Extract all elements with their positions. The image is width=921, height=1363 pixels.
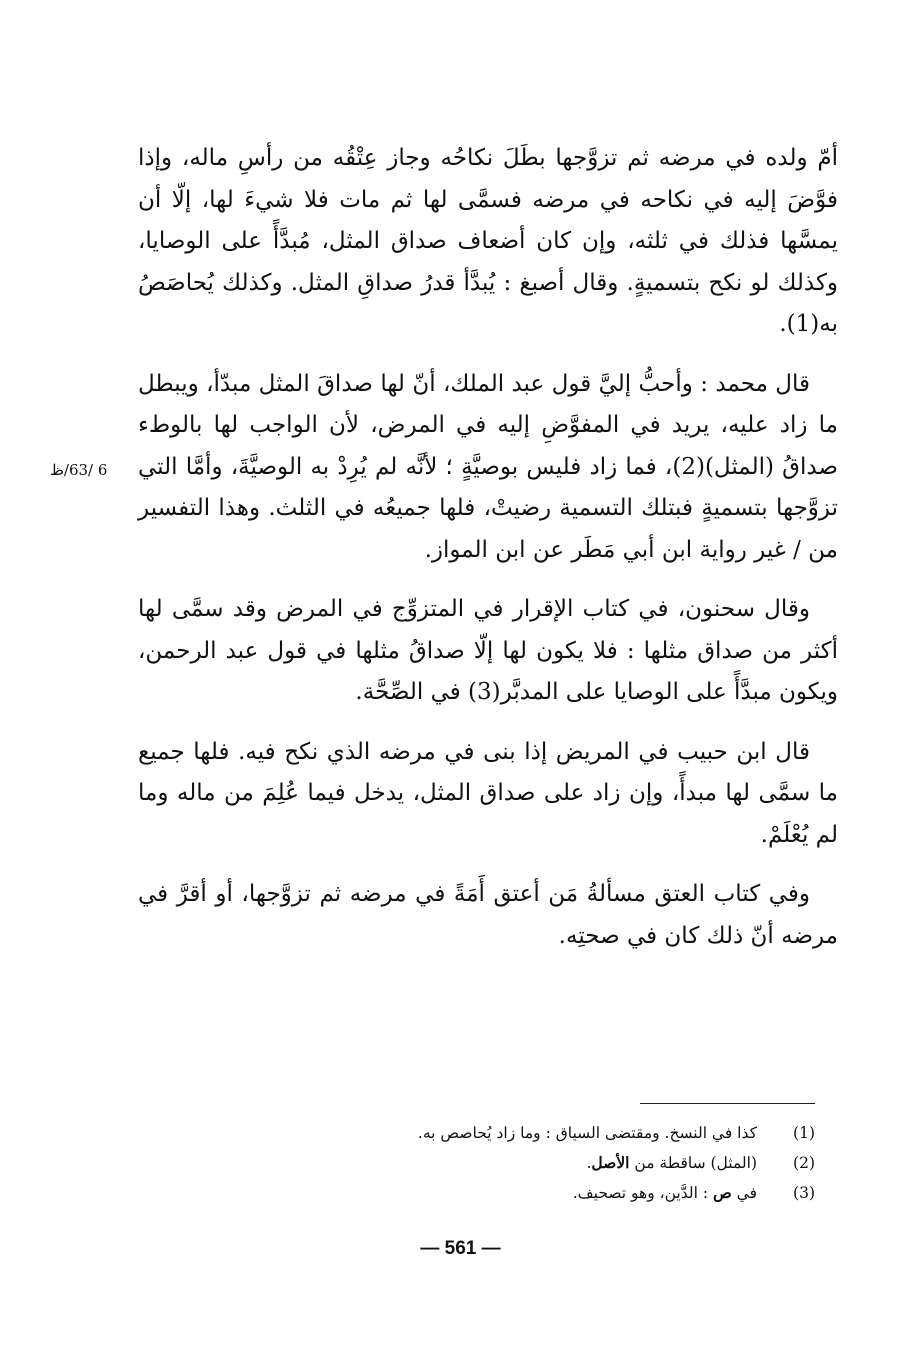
main-text [138,138,838,975]
paragraph-4: قال ابن حبيب في المريض إذا بنى في مرضه الذي نكح فيه. فلها جميع ما سمَّى لها مبدأً، وإن زاد على صداق المثل، يدخل فيما عُلِمَ من ماله وما لم يُعْلَمْ. [138,738,838,848]
footnote-text-part: في [731,1184,757,1202]
footnote-number: (1) [793,1124,815,1142]
footnote-text-part: . [586,1154,592,1172]
footnote-text [200,1148,757,1178]
manuscript-folio-reference: 6 /63/ظ [50,461,108,479]
footnote-number: (2) [793,1154,815,1172]
footnote-text [200,1178,757,1208]
footnote-number: (3) [793,1184,815,1202]
footnote-text-part: : الدَّين، وهو تصحيف. [572,1184,713,1202]
footnote-1 [200,1118,815,1148]
footnote-separator [640,1103,815,1104]
paragraph-2: قال محمد : وأحبُّ إليَّ قول عبد الملك، أنّ لها صداقَ المثل مبدّأ، ويبطل ما زاد عليه، يريد في المفوَّضِ إليه في المرض، لأن الواجب لها بالوطء صداقُ (المثل)(2)، فما زاد فليس بوصيَّةٍ ؛ لأنَّه لم يُرِدْ به الوصيَّةَ، وأمَّا التي تزوَّجها بتسميةٍ فبتلك التسمية رضيتْ، فلها جميعُه في الثلث. وهذا التفسير من / غير رواية ابن أبي مَطَر عن ابن المواز. [138,370,838,563]
footnote-2 [200,1148,815,1178]
paragraph-3: وقال سحنون، في كتاب الإقرار في المتزوِّج في المرض وقد سمَّى لها أكثر من صداق مثلها : فلا يكون لها إلّا صداقُ مثلها في قول عبد الرحمن، ويكون مبدَّأً على الوصايا على المدبَّر(3) في الصِّحَّة. [138,596,838,705]
footnote-source-name: ص [712,1183,732,1202]
paragraph-5: وفي كتاب العتق مسألةُ مَن أعتق أَمَةً في مرضه ثم تزوَّجها، أو أقرَّ في مرضه أنّ ذلك كان في صحتِه. [138,881,838,949]
footnote-text: كذا في النسخ. ومقتضى السياق : وما زاد يُحاصص به. [417,1124,757,1142]
footnote-text-part: (المثل) ساقطة من [629,1154,757,1172]
paragraph-1: أمّ ولده في مرضه ثم تزوَّجها بطَلَ نكاحُه وجاز عِتْقُه من رأسِ ماله، وإذا فوَّضَ إليه في نكاحه في مرضه فسمَّى لها ثم مات فلا شيءَ لها، إلّا أن يمسَّها فذلك في ثلثه، وإن كان أضعاف صداق المثل، مُبدَّأً على الوصايا، وكذلك لو نكح بتسميةٍ. وقال أصبغ : يُبدَّأ قدرُ صداقِ المثل. وكذلك يُحاصَصُ به(1). [138,145,838,337]
footnotes [200,1118,815,1208]
footnote-source-name: الأصل [591,1153,630,1172]
page-number: — 561 — [420,1238,501,1259]
footnote-3 [200,1178,815,1208]
